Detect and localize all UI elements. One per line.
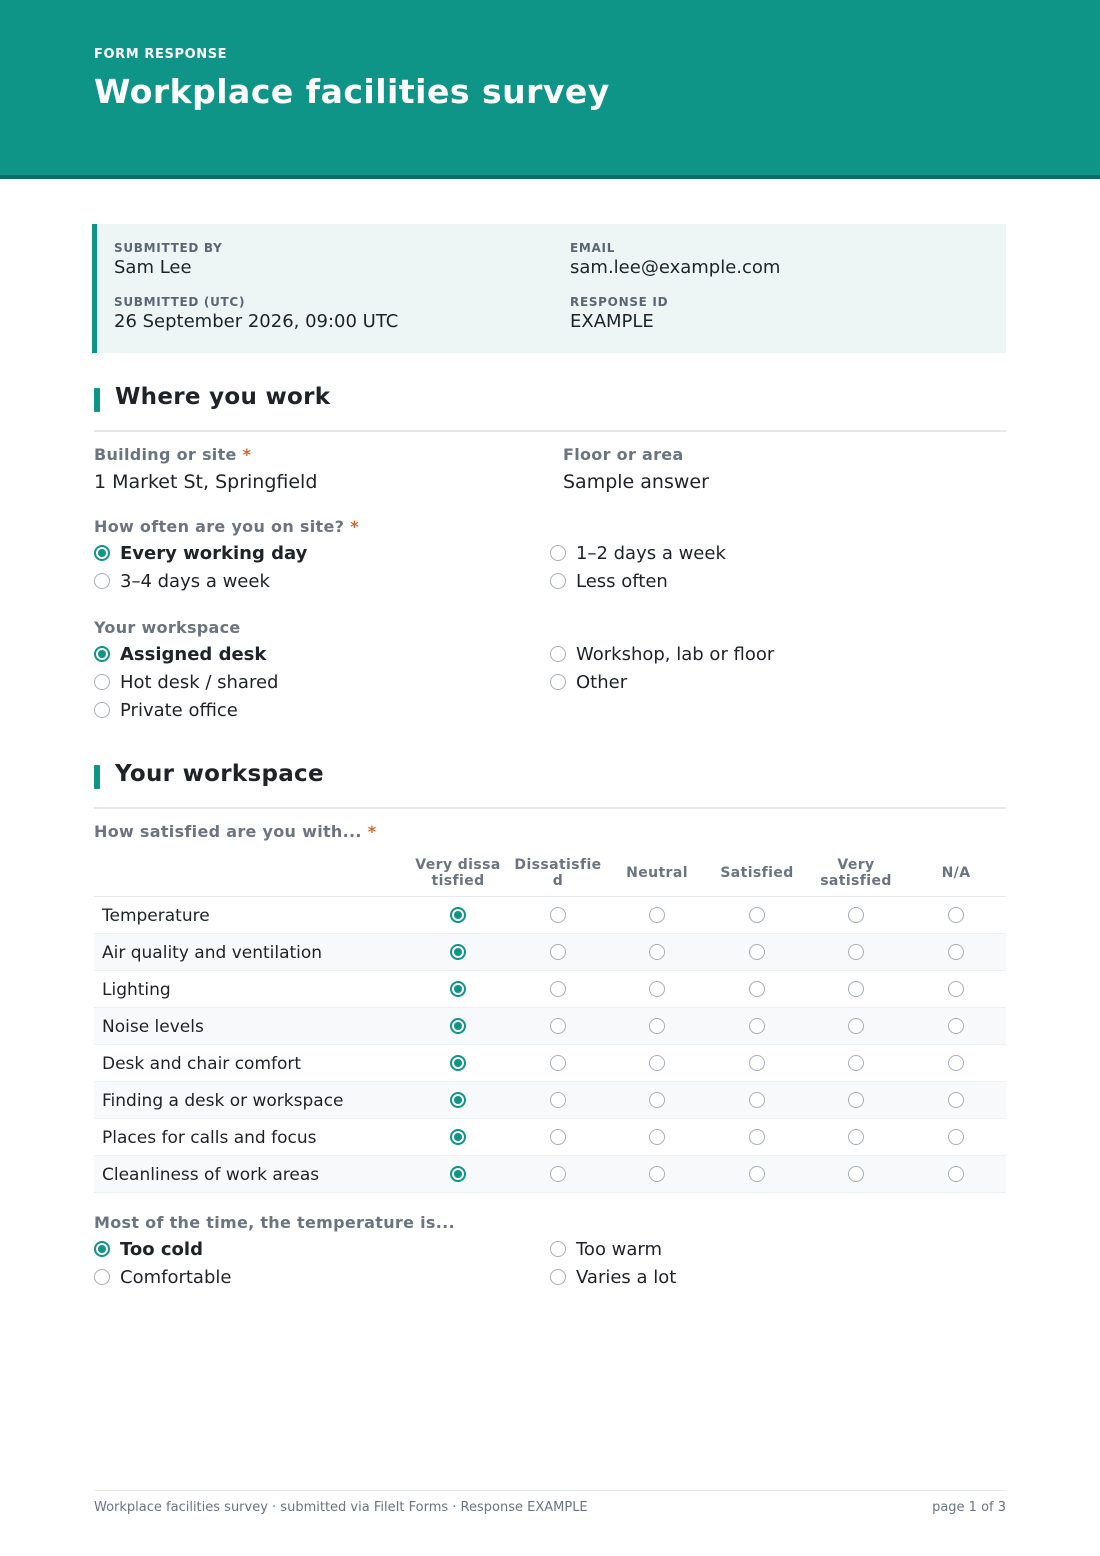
table-row bbox=[94, 934, 1006, 971]
radio-empty-icon bbox=[550, 545, 566, 561]
satisfaction-matrix-header bbox=[94, 849, 1006, 897]
floor-question-label: Floor or area bbox=[563, 445, 684, 464]
matrix-radio[interactable] bbox=[749, 944, 765, 960]
submitted-utc-value: 26 September 2026, 09:00 UTC bbox=[114, 311, 399, 332]
submitted-by-cell bbox=[114, 241, 223, 278]
workspace-option-workshop[interactable] bbox=[550, 642, 774, 666]
workspace-option-other[interactable] bbox=[550, 670, 627, 694]
page-title: Workplace facilities survey bbox=[94, 72, 610, 111]
radio-empty-icon bbox=[94, 674, 110, 690]
matrix-radio[interactable] bbox=[649, 1092, 665, 1108]
submission-meta-panel bbox=[92, 224, 1006, 353]
matrix-radio-selected[interactable] bbox=[450, 1129, 466, 1145]
radio-selected-icon bbox=[94, 1241, 110, 1257]
matrix-radio[interactable] bbox=[649, 1018, 665, 1034]
matrix-radio[interactable] bbox=[948, 1055, 964, 1071]
option-label: Workshop, lab or floor bbox=[576, 643, 775, 665]
option-label: Comfortable bbox=[120, 1266, 232, 1288]
matrix-radio[interactable] bbox=[848, 1018, 864, 1034]
page-number: page 1 of 3 bbox=[932, 1500, 1006, 1515]
section-where-you-work bbox=[94, 384, 1006, 432]
radio-selected-icon bbox=[94, 545, 110, 561]
option-label: Varies a lot bbox=[576, 1266, 677, 1288]
temperature-question-label: Most of the time, the temperature is... bbox=[94, 1213, 455, 1232]
matrix-radio[interactable] bbox=[749, 1018, 765, 1034]
matrix-radio-selected[interactable] bbox=[450, 944, 466, 960]
table-row bbox=[94, 1045, 1006, 1082]
matrix-radio[interactable] bbox=[649, 981, 665, 997]
matrix-radio[interactable] bbox=[749, 1166, 765, 1182]
workspace-question-label: Your workspace bbox=[94, 618, 241, 637]
matrix-radio-selected[interactable] bbox=[450, 1018, 466, 1034]
column-header: Very satisfied bbox=[820, 857, 892, 889]
submitted-by-label: SUBMITTED BY bbox=[114, 241, 223, 255]
submitted-utc-label: SUBMITTED (UTC) bbox=[114, 295, 246, 309]
onsite-option-less-often[interactable] bbox=[550, 569, 668, 593]
matrix-radio[interactable] bbox=[550, 981, 566, 997]
temperature-option-too-warm[interactable] bbox=[550, 1237, 662, 1261]
section-title: Where you work bbox=[115, 384, 331, 410]
matrix-radio[interactable] bbox=[848, 1092, 864, 1108]
row-label: Finding a desk or workspace bbox=[102, 1091, 344, 1111]
matrix-radio[interactable] bbox=[550, 1055, 566, 1071]
radio-empty-icon bbox=[550, 674, 566, 690]
email-cell bbox=[570, 241, 780, 278]
option-label: Assigned desk bbox=[120, 643, 267, 665]
matrix-radio[interactable] bbox=[848, 1055, 864, 1071]
satisfaction-label-text: How satisfied are you with... bbox=[94, 822, 362, 841]
row-label: Noise levels bbox=[102, 1017, 204, 1037]
option-label: Too warm bbox=[576, 1238, 663, 1260]
column-header: Neutral bbox=[626, 865, 688, 881]
matrix-radio[interactable] bbox=[948, 981, 964, 997]
workspace-option-assigned-desk[interactable] bbox=[94, 642, 266, 666]
response-id-label: RESPONSE ID bbox=[570, 295, 669, 309]
email-label: EMAIL bbox=[570, 241, 616, 255]
onsite-label-text: How often are you on site? bbox=[94, 517, 345, 536]
matrix-radio[interactable] bbox=[848, 907, 864, 923]
matrix-radio[interactable] bbox=[848, 944, 864, 960]
header-banner bbox=[0, 0, 1100, 179]
matrix-radio[interactable] bbox=[948, 1092, 964, 1108]
row-label: Places for calls and focus bbox=[102, 1128, 317, 1148]
matrix-radio[interactable] bbox=[848, 1166, 864, 1182]
row-label: Lighting bbox=[102, 980, 171, 1000]
onsite-option-every-working-day[interactable] bbox=[94, 541, 307, 565]
row-label: Temperature bbox=[102, 906, 210, 926]
option-label: Less often bbox=[576, 570, 668, 592]
matrix-radio[interactable] bbox=[948, 1129, 964, 1145]
table-row bbox=[94, 1082, 1006, 1119]
matrix-radio[interactable] bbox=[550, 1129, 566, 1145]
radio-empty-icon bbox=[94, 702, 110, 718]
radio-empty-icon bbox=[550, 1241, 566, 1257]
matrix-radio[interactable] bbox=[749, 1092, 765, 1108]
building-answer: 1 Market St, Springfield bbox=[94, 471, 318, 493]
matrix-radio[interactable] bbox=[550, 1092, 566, 1108]
page-footer bbox=[94, 1490, 1006, 1515]
radio-empty-icon bbox=[550, 1269, 566, 1285]
building-label-text: Building or site bbox=[94, 445, 237, 464]
response-id-cell bbox=[570, 295, 668, 332]
option-label: Too cold bbox=[120, 1238, 203, 1260]
matrix-radio-selected[interactable] bbox=[450, 1055, 466, 1071]
column-header: Dissatisfied bbox=[514, 857, 602, 889]
radio-empty-icon bbox=[550, 646, 566, 662]
onsite-question-label bbox=[94, 517, 359, 536]
submitted-utc-cell bbox=[114, 295, 398, 332]
matrix-radio[interactable] bbox=[749, 1129, 765, 1145]
row-label: Desk and chair comfort bbox=[102, 1054, 302, 1074]
floor-answer: Sample answer bbox=[563, 471, 709, 493]
matrix-radio-selected[interactable] bbox=[450, 907, 466, 923]
column-header: N/A bbox=[941, 865, 971, 881]
table-row bbox=[94, 1008, 1006, 1045]
option-label: Every working day bbox=[120, 542, 308, 564]
submitted-by-value: Sam Lee bbox=[114, 257, 192, 278]
table-row bbox=[94, 1156, 1006, 1193]
onsite-option-1-2-days[interactable] bbox=[550, 541, 726, 565]
table-row bbox=[94, 897, 1006, 934]
required-marker: * bbox=[242, 445, 252, 464]
section-your-workspace bbox=[94, 761, 1006, 809]
temperature-option-comfortable[interactable] bbox=[94, 1265, 231, 1289]
matrix-radio[interactable] bbox=[550, 1018, 566, 1034]
row-label: Air quality and ventilation bbox=[102, 943, 323, 963]
satisfaction-question-label bbox=[94, 822, 376, 841]
matrix-radio[interactable] bbox=[749, 981, 765, 997]
matrix-radio[interactable] bbox=[649, 1166, 665, 1182]
option-label: Private office bbox=[120, 699, 238, 721]
matrix-radio[interactable] bbox=[550, 944, 566, 960]
table-row bbox=[94, 1119, 1006, 1156]
radio-empty-icon bbox=[94, 1269, 110, 1285]
option-label: Hot desk / shared bbox=[120, 671, 279, 693]
radio-empty-icon bbox=[550, 573, 566, 589]
form-response-kicker: FORM RESPONSE bbox=[94, 47, 228, 62]
matrix-radio[interactable] bbox=[649, 1055, 665, 1071]
matrix-radio[interactable] bbox=[749, 907, 765, 923]
section-accent-bar bbox=[94, 388, 100, 412]
matrix-radio[interactable] bbox=[948, 944, 964, 960]
option-label: Other bbox=[576, 671, 628, 693]
email-value: sam.lee@example.com bbox=[570, 257, 781, 278]
matrix-radio[interactable] bbox=[948, 1018, 964, 1034]
temperature-option-too-cold[interactable] bbox=[94, 1237, 203, 1261]
matrix-radio[interactable] bbox=[649, 944, 665, 960]
temperature-option-varies[interactable] bbox=[550, 1265, 676, 1289]
onsite-option-3-4-days[interactable] bbox=[94, 569, 270, 593]
building-question-label bbox=[94, 445, 251, 464]
matrix-radio[interactable] bbox=[948, 1166, 964, 1182]
matrix-radio[interactable] bbox=[649, 907, 665, 923]
row-label: Cleanliness of work areas bbox=[102, 1165, 320, 1185]
workspace-option-hot-desk[interactable] bbox=[94, 670, 278, 694]
response-id-value: EXAMPLE bbox=[570, 311, 654, 332]
radio-empty-icon bbox=[94, 573, 110, 589]
footer-left-text: Workplace facilities survey · submitted via FileIt Forms · Response EXAMPLE bbox=[94, 1500, 588, 1515]
workspace-option-private-office[interactable] bbox=[94, 698, 238, 722]
column-header: Very dissatisfied bbox=[415, 857, 501, 889]
required-marker: * bbox=[367, 822, 377, 841]
radio-selected-icon bbox=[94, 646, 110, 662]
matrix-radio[interactable] bbox=[948, 907, 964, 923]
section-accent-bar bbox=[94, 765, 100, 789]
matrix-radio-selected[interactable] bbox=[450, 1092, 466, 1108]
matrix-radio-selected[interactable] bbox=[450, 1166, 466, 1182]
table-row bbox=[94, 971, 1006, 1008]
matrix-radio[interactable] bbox=[749, 1055, 765, 1071]
required-marker: * bbox=[350, 517, 359, 536]
option-label: 3–4 days a week bbox=[120, 570, 270, 592]
section-title: Your workspace bbox=[115, 761, 324, 787]
column-header: Satisfied bbox=[720, 865, 794, 881]
matrix-radio[interactable] bbox=[649, 1129, 665, 1145]
matrix-radio[interactable] bbox=[848, 981, 864, 997]
matrix-radio-selected[interactable] bbox=[450, 981, 466, 997]
matrix-radio[interactable] bbox=[848, 1129, 864, 1145]
matrix-radio[interactable] bbox=[550, 907, 566, 923]
matrix-radio[interactable] bbox=[550, 1166, 566, 1182]
option-label: 1–2 days a week bbox=[576, 542, 726, 564]
